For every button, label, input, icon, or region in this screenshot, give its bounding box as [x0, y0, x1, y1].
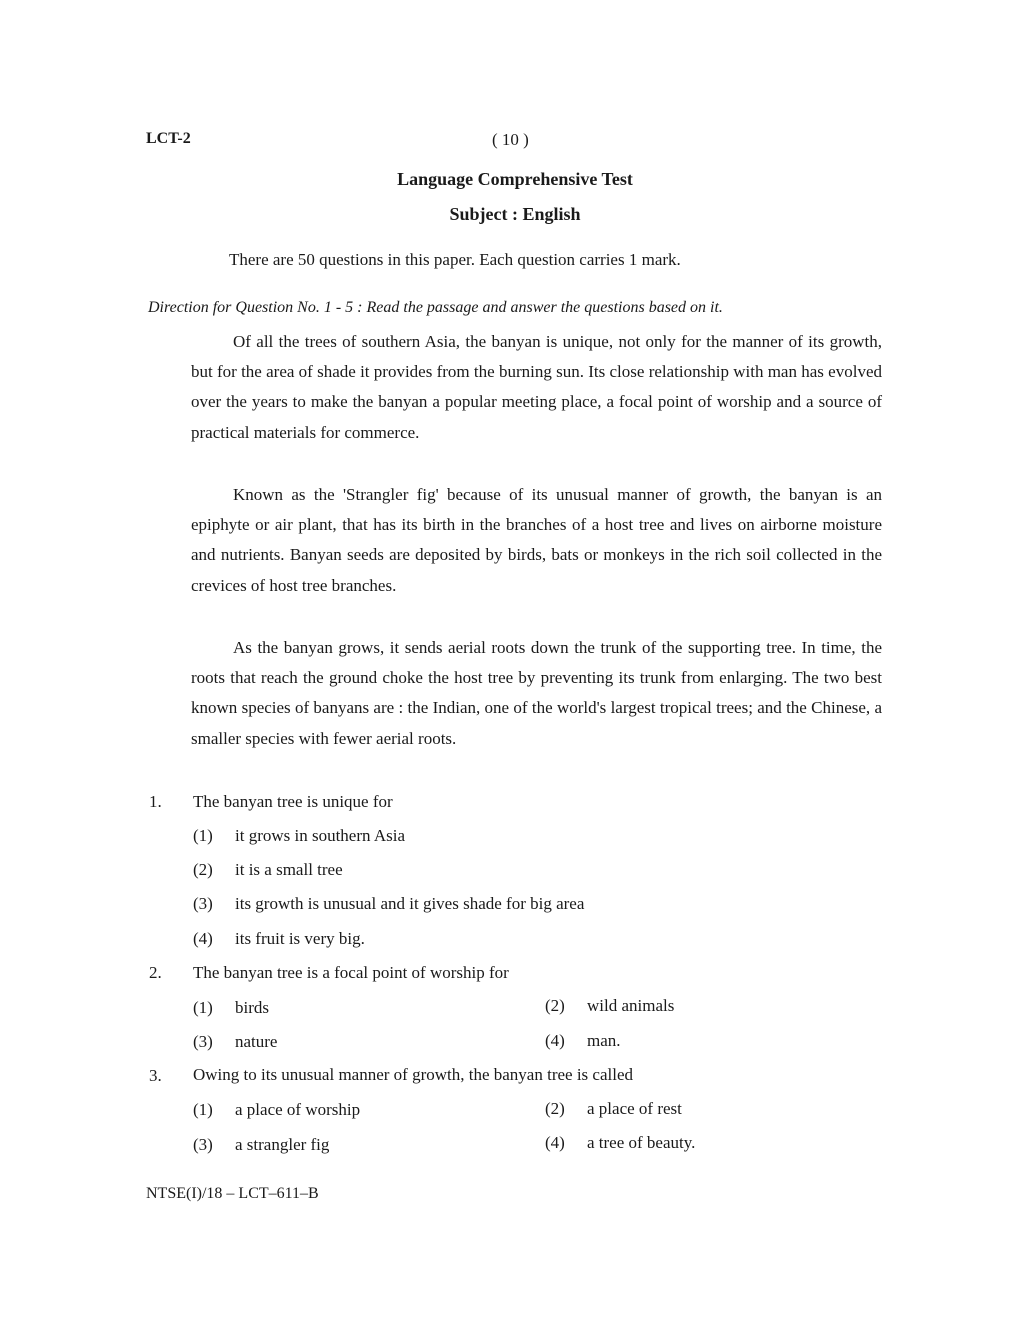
footer-code: NTSE(I)/18 – LCT–611–B [146, 1185, 319, 1202]
option-text: wild animals [587, 996, 675, 1015]
option-text: it grows in southern Asia [235, 826, 405, 845]
option-label: (3) [193, 894, 213, 913]
passage-paragraph: Known as the 'Strangler fig' because of its unusual manner of growth, the banyan is an epiphyte or air plant, that has its birth in the branches of a host tree and lives on airborne moisture and nutrients. Banyan seeds are deposited by birds, bats or monkeys in the rich soil collected in the crevices of host tree branches. [191, 485, 882, 595]
question-text: Owing to its unusual manner of growth, the banyan tree is called [193, 1065, 633, 1084]
option-text: its growth is unusual and it gives shade for big area [235, 894, 585, 913]
question-text: The banyan tree is a focal point of worship for [193, 963, 509, 982]
direction-text: Direction for Question No. 1 - 5 : Read the passage and answer the questions based on it. [148, 299, 723, 316]
option-text: nature [235, 1032, 278, 1051]
option-text: a strangler fig [235, 1135, 330, 1154]
option-text: birds [235, 998, 269, 1017]
option-text: it is a small tree [235, 860, 343, 879]
question-number: 1. [149, 792, 162, 811]
question-number: 2. [149, 963, 162, 982]
option-text: man. [587, 1031, 621, 1050]
option-label: (1) [193, 826, 213, 845]
passage-paragraph: Of all the trees of southern Asia, the banyan is unique, not only for the manner of its growth, but for the area of shade it provides from the burning sun. Its close relationship with man has evolved over the years to make the banyan a popular meeting place, a focal point of worship and a source of practical materials for commerce. [191, 332, 882, 442]
option-text: a place of worship [235, 1100, 361, 1119]
page-number: ( 10 ) [492, 130, 529, 149]
option-label: (4) [193, 929, 213, 948]
subject-title: Subject : English [449, 204, 581, 224]
option-label: (1) [193, 1100, 213, 1119]
option-label: (2) [545, 1099, 565, 1118]
option-text: its fruit is very big. [235, 929, 365, 948]
option-text: a tree of beauty. [587, 1133, 696, 1152]
option-label: (3) [193, 1135, 213, 1154]
option-text: a place of rest [587, 1099, 682, 1118]
option-label: (1) [193, 998, 213, 1017]
option-label: (2) [193, 860, 213, 879]
instructions: There are 50 questions in this paper. Each question carries 1 mark. [229, 250, 681, 269]
option-label: (4) [545, 1133, 565, 1152]
question-number: 3. [149, 1066, 162, 1085]
option-label: (4) [545, 1031, 565, 1050]
passage-paragraph: As the banyan grows, it sends aerial roots down the trunk of the supporting tree. In time, the roots that reach the ground choke the host tree by preventing its trunk from enlarging. The two best known species of banyans are : the Indian, one of the world's largest tropical trees; and the Chinese, a smaller species with fewer aerial roots. [191, 638, 882, 748]
option-label: (2) [545, 996, 565, 1015]
test-title: Language Comprehensive Test [397, 169, 633, 189]
question-text: The banyan tree is unique for [193, 792, 393, 811]
paper-code: LCT-2 [146, 130, 191, 147]
option-label: (3) [193, 1032, 213, 1051]
